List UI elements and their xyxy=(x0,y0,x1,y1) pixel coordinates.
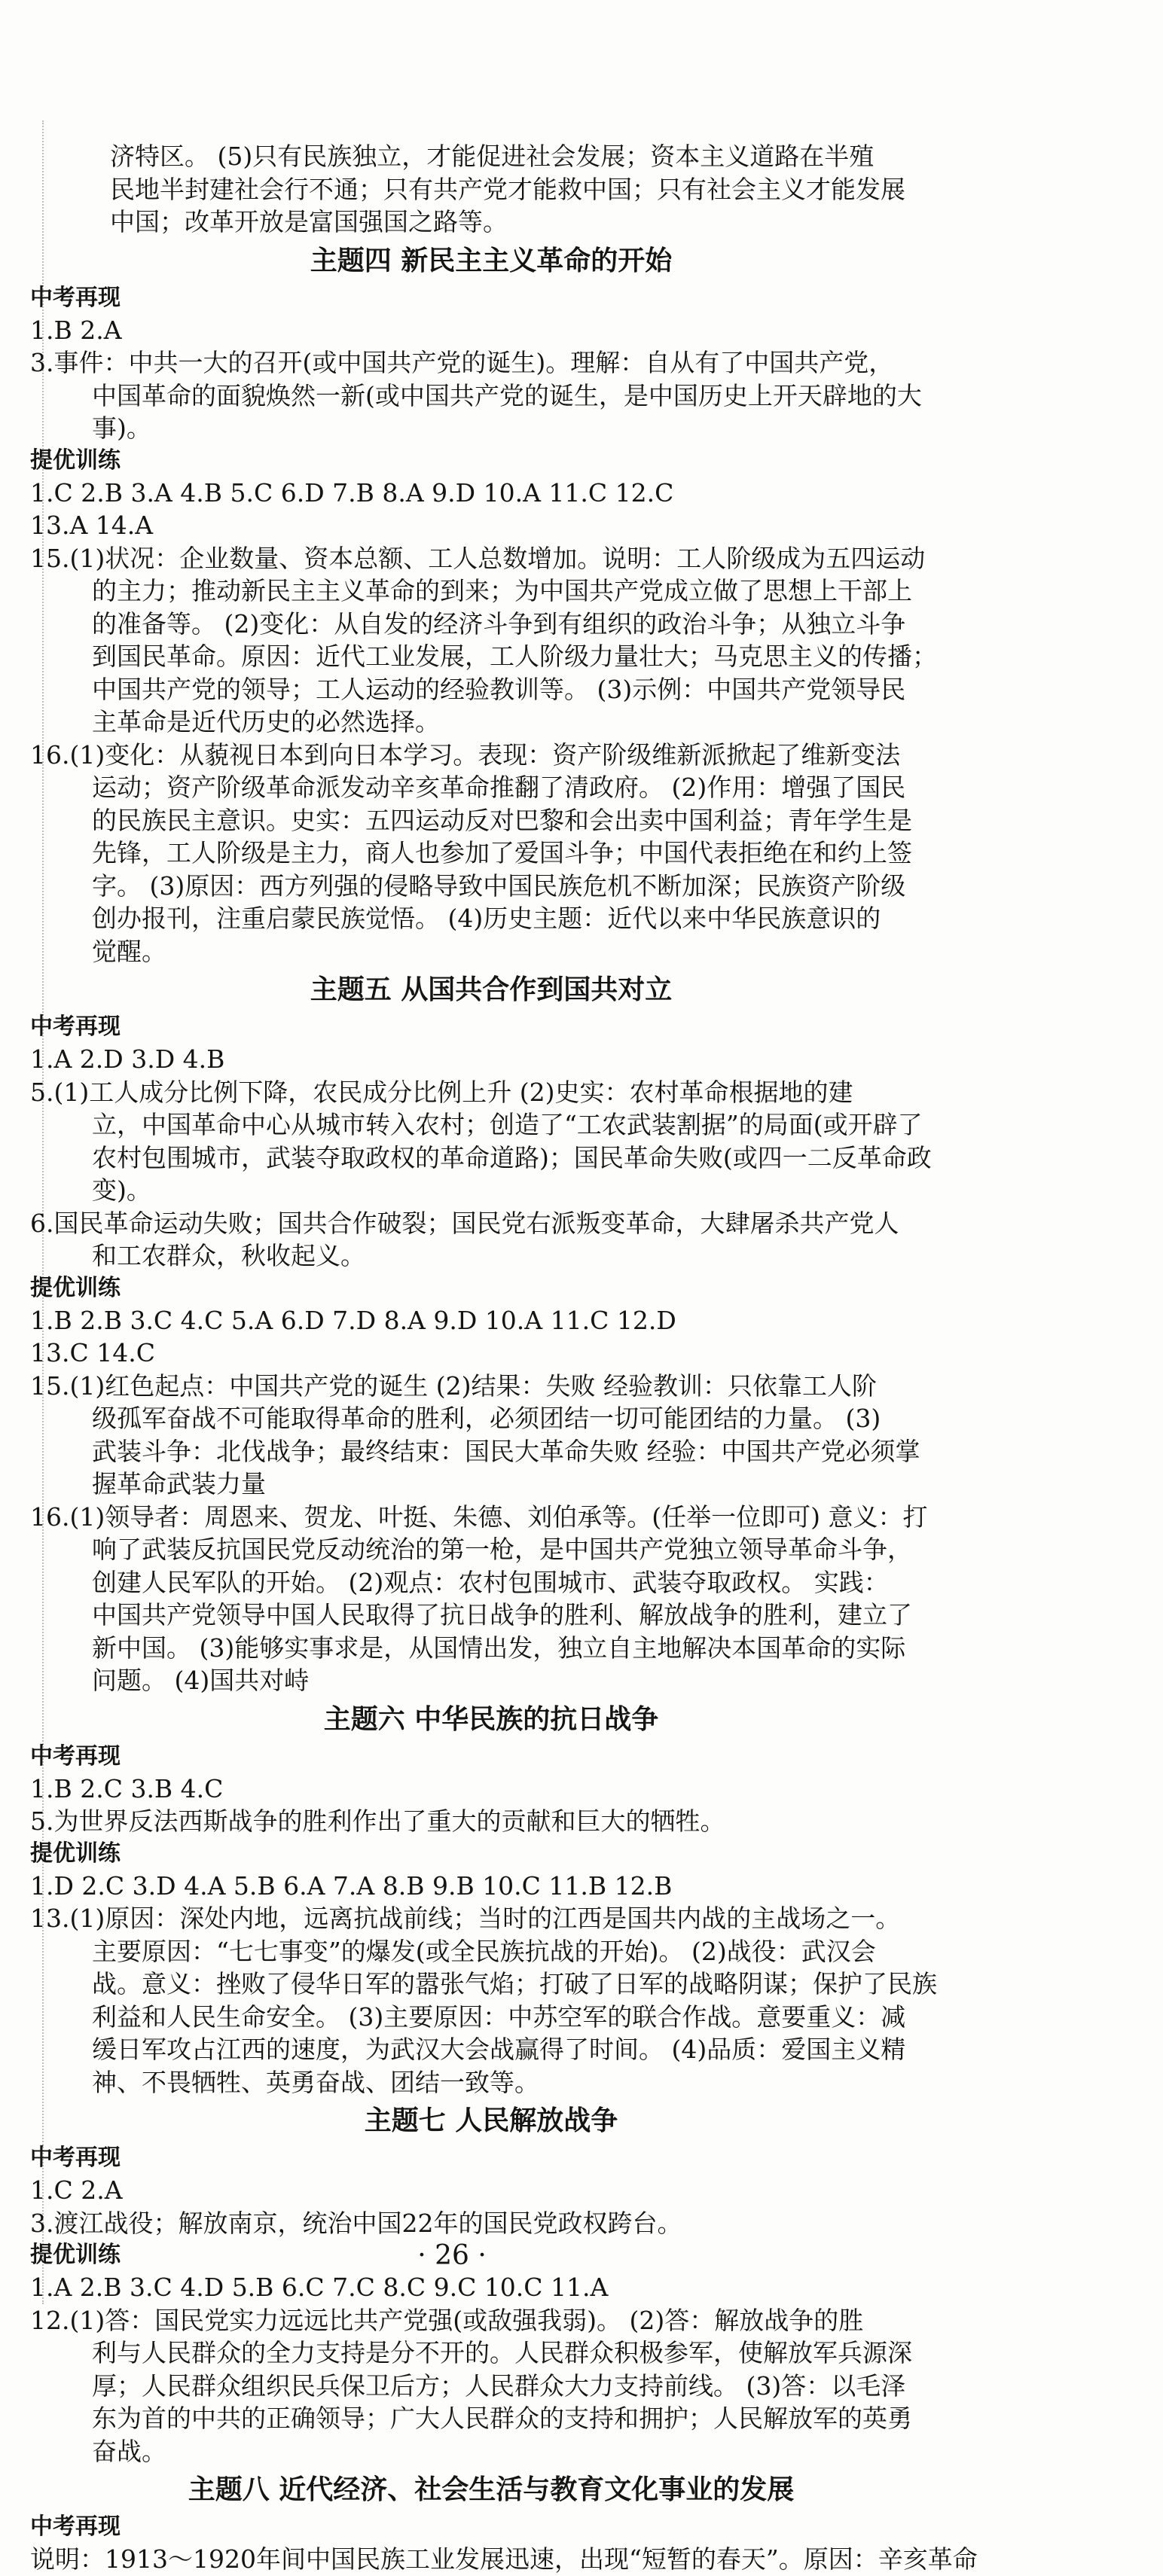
text-line: 主革命是近代历史的必然选择。 xyxy=(92,707,440,736)
topic-7-heading: 主题七 人民解放战争 xyxy=(364,2105,618,2136)
text-line: 12.(1)答：国民党实力远远比共产党强(或敌强我弱)。 (2)答：解放战争的胜 xyxy=(30,2305,864,2335)
text-line: 中国革命的面貌焕然一新(或中国共产党的诞生，是中国历史上开天辟地的大 xyxy=(92,380,922,410)
text-line: 利益和人民生命安全。 (3)主要原因：中苏空军的联合作战。意要重义：减 xyxy=(92,2001,906,2032)
section-label-tiyou: 提优训练 xyxy=(30,447,121,474)
topic-5-heading: 主题五 从国共合作到国共对立 xyxy=(310,974,673,1005)
text-line: 16.(1)领导者：周恩来、贺龙、叶挺、朱德、刘伯承等。(任举一位即可) 意义：打 xyxy=(30,1501,928,1532)
text-line: 1.B 2.B 3.C 4.C 5.A 6.D 7.D 8.A 9.D 10.A 11.C 12.D xyxy=(30,1305,676,1335)
text-line: 战。意义：挫败了侵华日军的嚣张气焰；打破了日军的战略阴谋；保护了民族 xyxy=(92,1969,937,1998)
text-line: 缓日军攻占江西的速度，为武汉大会战赢得了时间。 (4)品质：爱国主义精 xyxy=(92,2035,906,2064)
text-line: 利与人民群众的全力支持是分不开的。人民群众积极参军，使解放军兵源深 xyxy=(92,2338,912,2367)
text-line: 字。 (3)原因：西方列强的侵略导致中国民族危机不断加深；民族资产阶级 xyxy=(92,870,906,901)
text-line: 觉醒。 xyxy=(92,936,166,966)
text-line: 1.C 2.A xyxy=(30,2175,123,2205)
text-line: 农村包围城市，武装夺取政权的革命道路)；国民革命失败(或四一二反革命政 xyxy=(92,1142,932,1172)
text-line: 民地半封建社会行不通；只有共产党才能救中国；只有社会主义才能发展 xyxy=(110,174,905,204)
section-label-zhongkao: 中考再现 xyxy=(30,1742,121,1770)
text-line: 神、不畏牺牲、英勇奋战、团结一致等。 xyxy=(92,2067,539,2097)
text-line: 15.(1)状况：企业数量、资本总额、工人总数增加。说明：工人阶级成为五四运动 xyxy=(30,543,926,573)
text-line: 中国共产党的领导；工人运动的经验教训等。 (3)示例：中国共产党领导民 xyxy=(92,674,906,704)
text-line: 先锋，工人阶级是主力，商人也参加了爱国斗争；中国代表拒绝在和约上签 xyxy=(92,838,912,867)
text-line: 3.渡江战役；解放南京，统治中国22年的国民党政权跨台。 xyxy=(30,2208,682,2238)
text-line: 问题。 (4)国共对峙 xyxy=(92,1666,310,1695)
text-line: 中国；改革开放是富国强国之路等。 xyxy=(110,207,508,236)
text-line: 5.为世界反法西斯战争的胜利作出了重大的贡献和巨大的牺牲。 xyxy=(30,1806,725,1836)
text-line: 1.B 2.C 3.B 4.C xyxy=(30,1773,224,1803)
page-number: · 26 · xyxy=(417,2240,487,2271)
section-label-tiyou: 提优训练 xyxy=(30,1840,121,1867)
text-line: 中国共产党领导中国人民取得了抗日战争的胜利、解放战争的胜利，建立了 xyxy=(92,1600,912,1629)
text-line: 的准备等。 (2)变化：从自发的经济斗争到有组织的政治斗争；从独立斗争 xyxy=(92,608,906,639)
text-line: 说明：1913～1920年间中国民族工业发展迅速，出现“短暂的春天”。原因：辛亥革命 xyxy=(30,2544,978,2574)
text-line: 的主力；推动新民主主义革命的到来；为中国共产党成立做了思想上干部上 xyxy=(92,576,912,605)
text-line: 到国民革命。原因：近代工业发展，工人阶级力量壮大；马克思主义的传播； xyxy=(92,642,937,671)
text-line: 1.B 2.A xyxy=(30,315,122,345)
text-line: 济特区。 (5)只有民族独立，才能促进社会发展；资本主义道路在半殖 xyxy=(110,142,875,171)
text-line: 15.(1)红色起点：中国共产党的诞生 (2)结果：失败 经验教训：只依靠工人阶 xyxy=(30,1370,877,1401)
text-line: 1.C 2.B 3.A 4.B 5.C 6.D 7.B 8.A 9.D 10.A 11.C 12.C xyxy=(30,477,674,508)
text-line: 13.A 14.A xyxy=(30,511,154,540)
text-line: 1.A 2.B 3.C 4.D 5.B 6.C 7.C 8.C 9.C 10.C 11.A xyxy=(30,2273,609,2302)
text-line: 的民族民主意识。史实：五四运动反对巴黎和会出卖中国利益；青年学生是 xyxy=(92,805,912,835)
text-line: 13.C 14.C xyxy=(30,1338,155,1367)
answer-content xyxy=(30,140,978,2576)
text-line: 和工农群众，秋收起义。 xyxy=(92,1241,365,1270)
text-line: 3.事件：中共一大的召开(或中国共产党的诞生)。理解：自从有了中国共产党， xyxy=(30,348,894,377)
text-line: 变)。 xyxy=(92,1175,151,1205)
text-line: 握革命武装力量 xyxy=(92,1469,266,1498)
text-line: 东为首的中共的正确领导；广大人民群众的支持和拥护；人民解放军的英勇 xyxy=(92,2404,912,2433)
text-line: 主要原因：“七七事变”的爆发(或全民族抗战的开始)。 (2)战役：武汉会 xyxy=(92,1936,876,1966)
section-label-zhongkao: 中考再现 xyxy=(30,2145,121,2171)
section-label-tiyou: 提优训练 xyxy=(30,1274,121,1301)
text-line: 创办报刊，注重启蒙民族觉悟。 (4)历史主题：近代以来中华民族意识的 xyxy=(92,904,881,933)
section-label-zhongkao: 中考再现 xyxy=(30,2514,121,2540)
text-line: 1.D 2.C 3.D 4.A 5.B 6.A 7.A 8.B 9.B 10.C 11.B 12.B xyxy=(30,1870,673,1901)
page xyxy=(30,0,978,2574)
text-line: 5.(1)工人成分比例下降，农民成分比例上升 (2)史实：农村革命根据地的建 xyxy=(30,1077,853,1107)
section-label-zhongkao: 中考再现 xyxy=(30,1014,121,1040)
text-line: 16.(1)变化：从藐视日本到向日本学习。表现：资产阶级维新派掀起了维新变法 xyxy=(30,739,901,770)
text-line: 1.A 2.D 3.D 4.B xyxy=(30,1044,225,1074)
section-label-zhongkao: 中考再现 xyxy=(30,284,121,311)
text-line: 6.国民革命运动失败；国共合作破裂；国民党右派叛变革命，大肆屠杀共产党人 xyxy=(30,1208,899,1238)
text-line: 武装斗争：北伐战争；最终结束：国民大革命失败 经验：中国共产党必须掌 xyxy=(92,1436,920,1466)
text-line: 奋战。 xyxy=(92,2436,166,2466)
topic-6-heading: 主题六 中华民族的抗日战争 xyxy=(323,1703,659,1735)
section-label-tiyou: 提优训练 xyxy=(30,2242,121,2268)
text-line: 创建人民军队的开始。 (2)观点：农村包围城市、武装夺取政权。 实践： xyxy=(92,1567,889,1597)
topic-4-heading: 主题四 新民主主义革命的开始 xyxy=(310,245,673,276)
text-line: 厚；人民群众组织民兵保卫后方；人民群众大力支持前线。 (3)答：以毛泽 xyxy=(92,2370,906,2401)
text-line: 13.(1)原因：深处内地，远离抗战前线；当时的江西是国共内战的主战场之一。 xyxy=(30,1904,901,1933)
text-line: 事)。 xyxy=(92,413,151,443)
text-line: 级孤军奋战不可能取得革命的胜利，必须团结一切可能团结的力量。 (3) xyxy=(92,1404,881,1433)
text-line: 响了武装反抗国民党反动统治的第一枪，是中国共产党独立领导革命斗争， xyxy=(92,1535,912,1564)
text-line: 运动；资产阶级革命派发动辛亥革命推翻了清政府。 (2)作用：增强了国民 xyxy=(92,773,906,802)
topic-8-heading: 主题八 近代经济、社会生活与教育文化事业的发展 xyxy=(188,2474,795,2505)
text-line: 立，中国革命中心从城市转入农村；创造了“工农武装割据”的局面(或开辟了 xyxy=(92,1110,923,1139)
text-line: 新中国。 (3)能够实事求是，从国情出发，独立自主地解决本国革命的实际 xyxy=(92,1632,906,1663)
